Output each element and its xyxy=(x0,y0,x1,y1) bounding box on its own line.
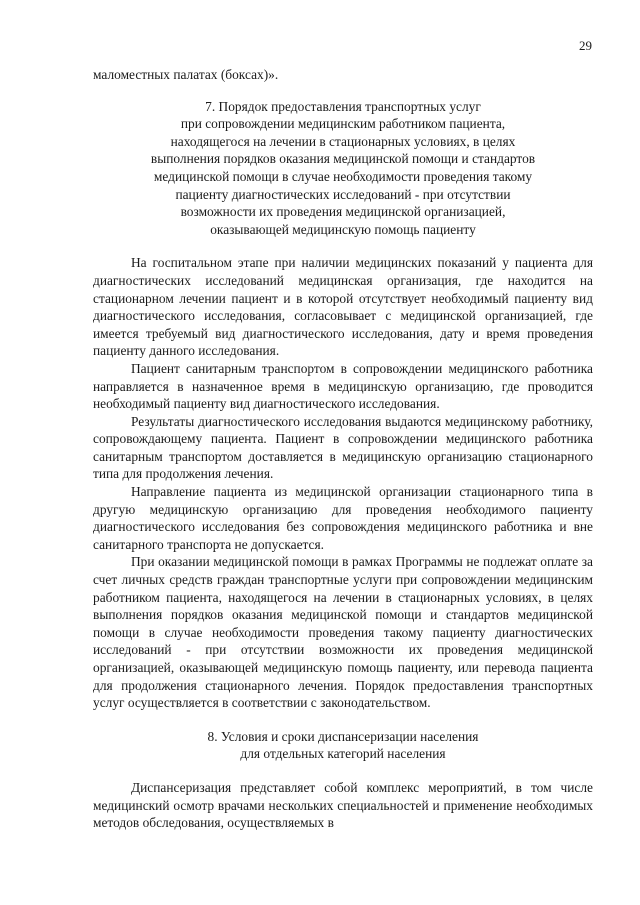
heading-line: 7. Порядок предоставления транспортных услуг xyxy=(205,98,481,114)
document-body xyxy=(93,66,593,832)
section-7-paragraph: На госпитальном этапе при наличии медицинских показаний у пациента для диагностических исследований медицинская организация, где находится на стационарном лечении пациент и в которой отсутствует необходимый пациенту вид диагностического исследования, согласовывает с медицинской организацией, где имеется требуемый вид диагностического исследования, дату и время проведения пациенту данного исследования. xyxy=(93,255,593,359)
heading-line: находящегося на лечении в стационарных условиях, в целях xyxy=(170,133,516,149)
section-7-paragraph: Пациент санитарным транспортом в сопровождении медицинского работника направляется в назначенное время в медицинскую организацию, где проводится необходимый пациенту вид диагностического исследования. xyxy=(93,360,593,412)
section-7-paragraph: Направление пациента из медицинской организации стационарного типа в другую медицинскую организацию для проведения необходимого пациенту диагностического исследования без сопровождения медицинского работника и вне санитарного транспорта не допускается. xyxy=(93,484,593,552)
heading-line: для отдельных категорий населения xyxy=(240,746,446,762)
section-7-paragraph: Результаты диагностического исследования выдаются медицинскому работнику, сопровождающему пациента. Пациент в сопровождении медицинского работника санитарным транспортом доставляется в медицинскую организацию стационарного типа для продолжения лечения. xyxy=(93,413,593,482)
heading-line: оказывающей медицинскую помощь пациенту xyxy=(210,221,476,237)
heading-line: возможности их проведения медицинской организацией, xyxy=(180,204,506,220)
section-7-paragraph: При оказании медицинской помощи в рамках Программы не подлежат оплате за счет личных средств граждан транспортные услуги при сопровождении медицинским работником пациента, находящегося на лечении в стационарных условиях, в целях выполнения порядков оказания медицинской помощи и стандартов медицинской помощи в случае необходимости проведения такому пациенту диагностических исследований - при отсутствии возможности их проведения медицинской организацией, оказывающей медицинскую помощь пациенту, или перевода пациента для продолжения стационарного лечения. Порядок предоставления транспортных услуг осуществляется в соответствии с законодательством. xyxy=(93,554,593,711)
heading-line: при сопровождении медицинским работником пациента, xyxy=(180,116,506,132)
section-8-heading xyxy=(93,728,593,763)
page-number: 29 xyxy=(579,38,592,53)
heading-line: пациенту диагностических исследований - при отсутствии xyxy=(175,186,511,202)
section-8-paragraph: Диспансеризация представляет собой комплекс мероприятий, в том числе медицинский осмотр врачами нескольких специальностей и применение необходимых методов обследования, осуществляемых в xyxy=(93,779,593,831)
heading-line: медицинской помощи в случае необходимости проведения такому xyxy=(153,168,533,184)
continuation-text: маломестных палатах (боксах)». xyxy=(93,67,279,82)
heading-line: 8. Условия и сроки диспансеризации населения xyxy=(207,728,479,744)
section-7-heading xyxy=(93,98,593,239)
heading-line: выполнения порядков оказания медицинской помощи и стандартов xyxy=(150,151,536,167)
